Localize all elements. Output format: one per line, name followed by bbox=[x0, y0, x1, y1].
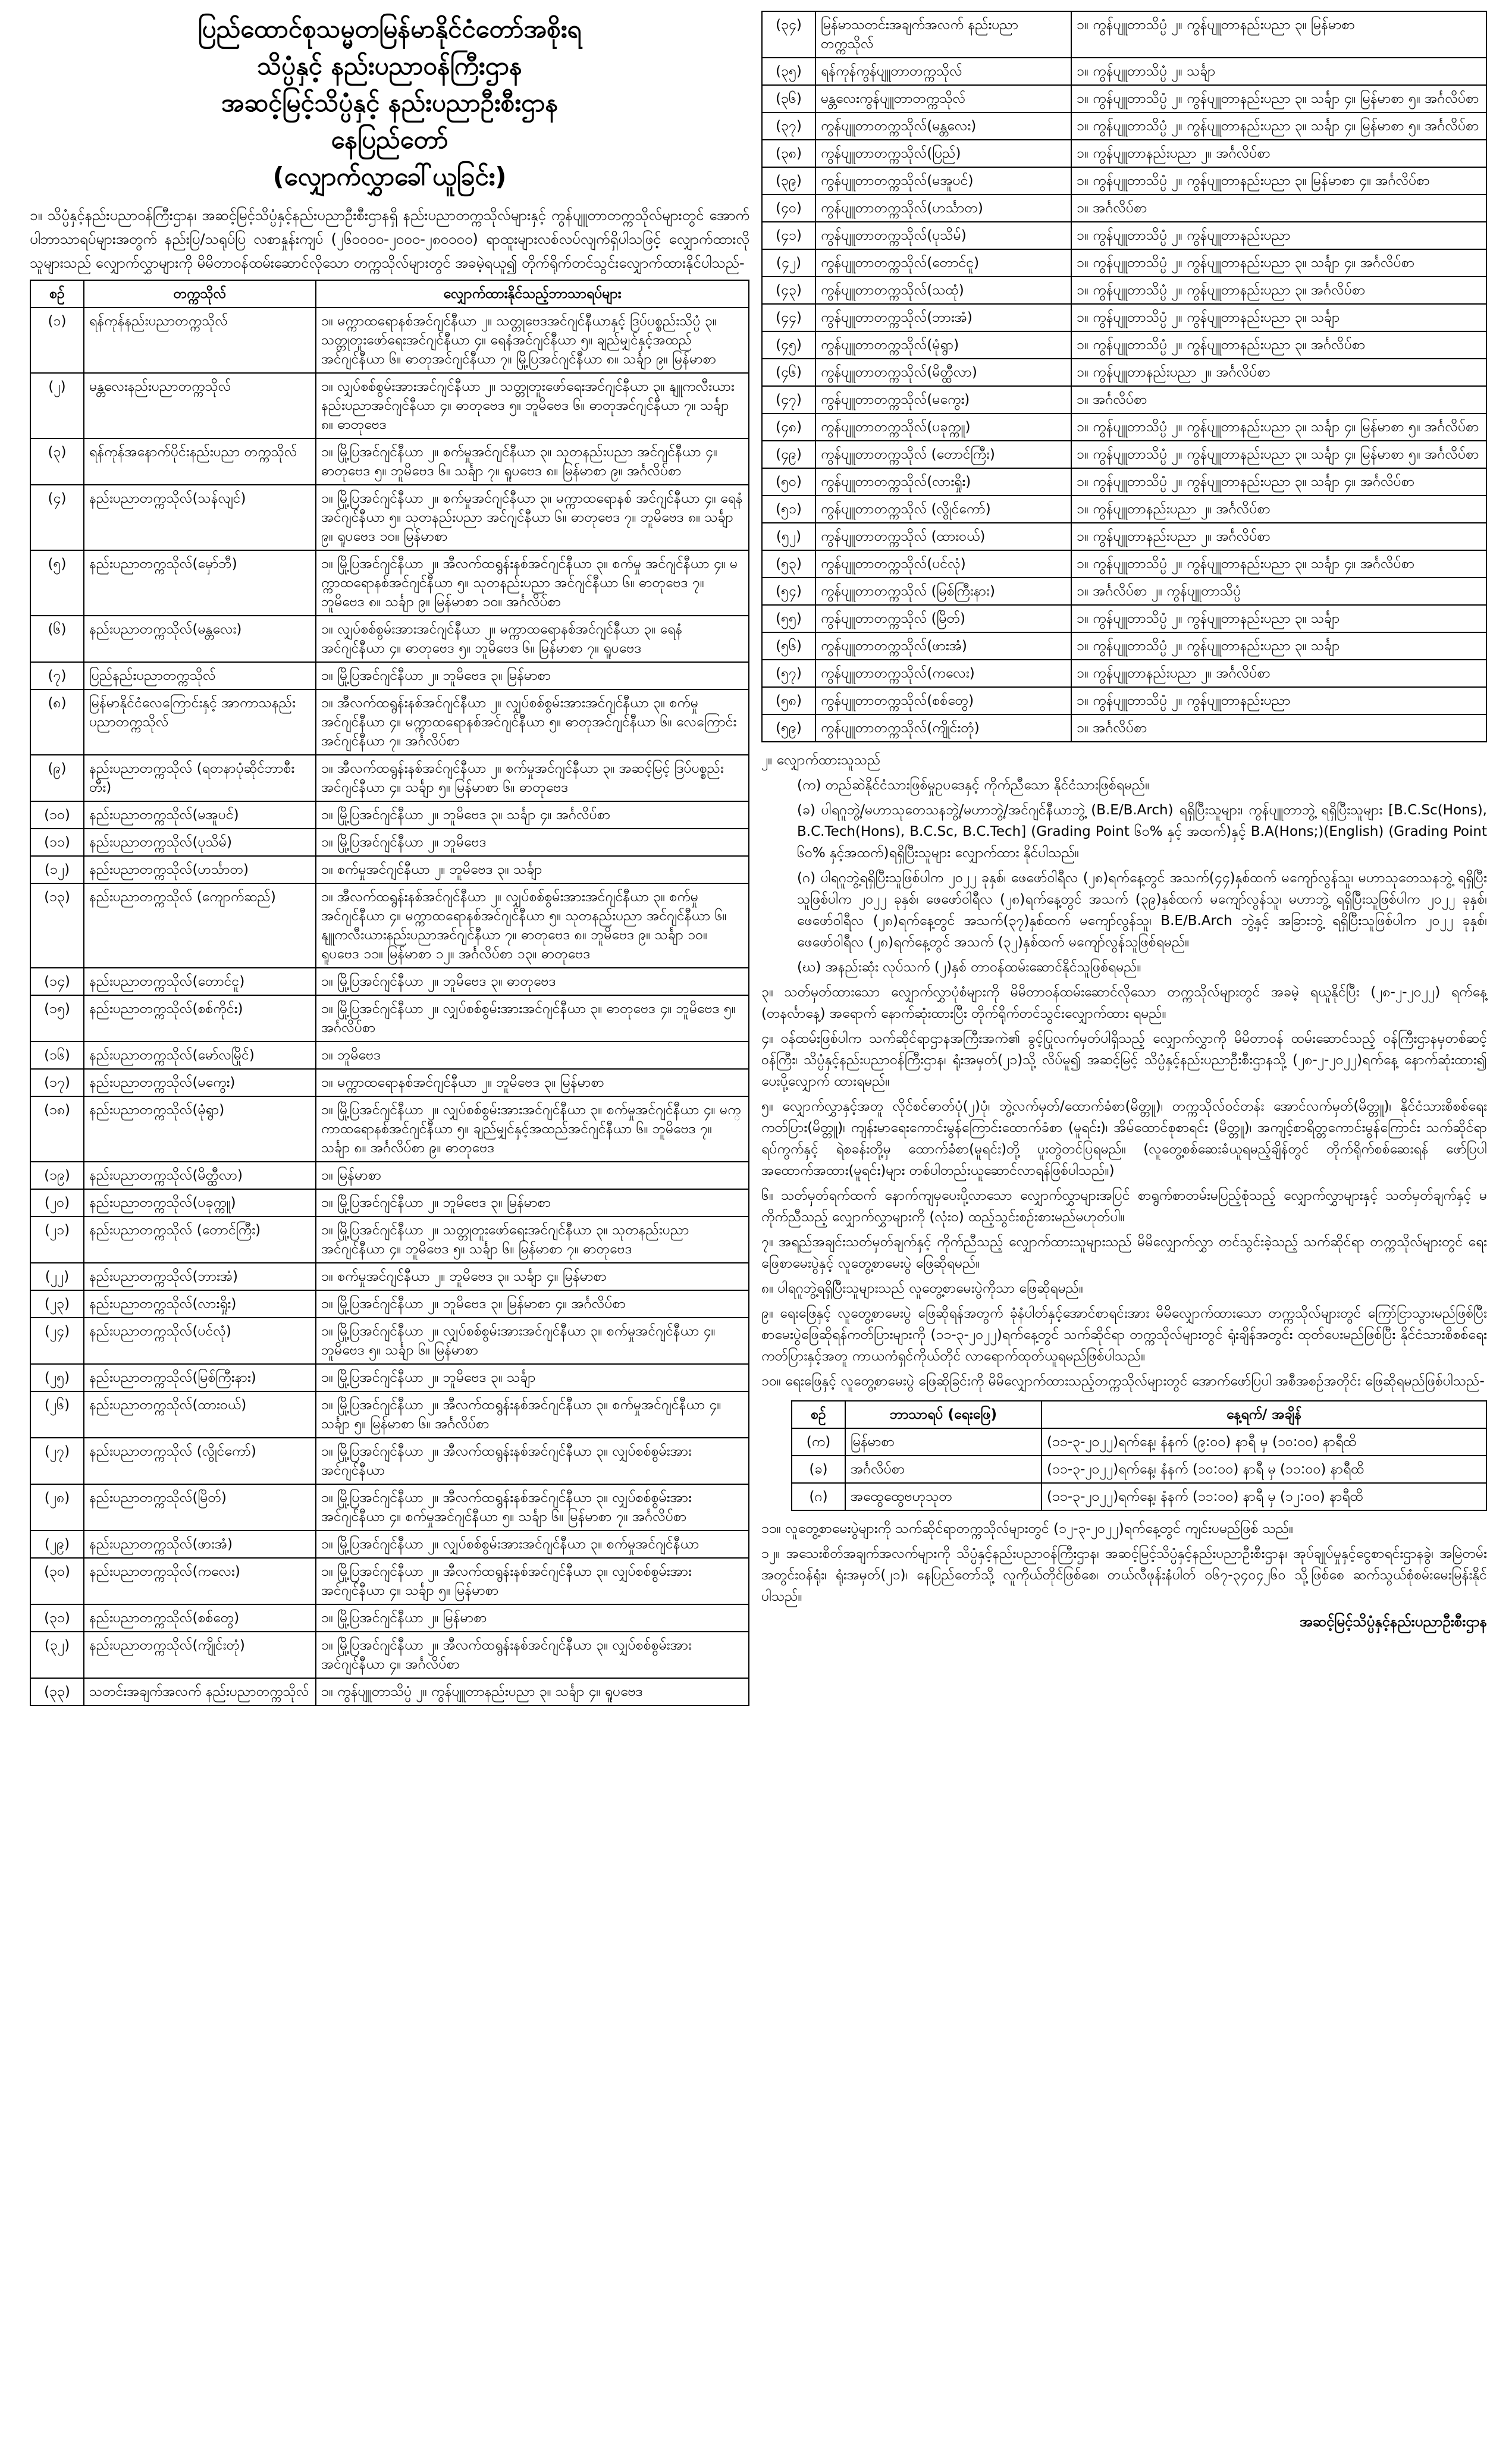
row-number: (၄၆) bbox=[762, 359, 815, 386]
row-number: (၅၁) bbox=[762, 496, 815, 523]
row-number: (၂၅) bbox=[30, 1364, 84, 1391]
row-number: (၃၆) bbox=[762, 85, 815, 112]
table-row bbox=[762, 468, 1486, 496]
university-name: နည်းပညာတက္ကသိုလ်(စစ်ကိုင်း) bbox=[84, 995, 316, 1042]
table-row bbox=[30, 1531, 749, 1558]
table-row bbox=[762, 714, 1486, 742]
subject-list: ၁။ မြို့ပြအင်ဂျင်နီယာ ၂။ ဘူမိဗေဒ ၃။ မြန်မာစာ bbox=[316, 662, 749, 689]
university-name: နည်းပညာတက္ကသိုလ်(မော်လမြိုင်) bbox=[84, 1042, 316, 1069]
schedule-subject: အထွေထွေဗဟုသုတ bbox=[845, 1483, 1042, 1510]
row-number: (၃၉) bbox=[762, 167, 815, 195]
table-row bbox=[30, 1678, 749, 1705]
table-row bbox=[762, 496, 1486, 523]
row-number: (၃၄) bbox=[762, 11, 815, 58]
table-row bbox=[30, 1318, 749, 1364]
row-number: (၁၂) bbox=[30, 856, 84, 883]
table-row bbox=[762, 112, 1486, 140]
header-line-location: နေပြည်တော် bbox=[331, 125, 448, 154]
table-row bbox=[30, 1042, 749, 1069]
row-number: (၂၈) bbox=[30, 1484, 84, 1531]
university-name: မြန်မာနိုင်ငံလေကြောင်းနှင့် အာကာသနည်းပညာတက္ကသိုလ် bbox=[84, 689, 316, 755]
note-5: ၅။ လျှောက်လွှာနှင့်အတူ လိုင်စင်ဓာတ်ပုံ(၂)ပုံ၊ ဘွဲ့လက်မှတ်/ထောက်ခံစာ(မိတ္တူ)၊ တက္ကသိုလ်ဝင်တန်း အောင်လက်မှတ်(မိတ္တူ)၊ နိုင်ငံသားစိစစ်ရေးကတ်ပြား(မိတ္တူ)၊ ကျန်းမာရေးကောင်းမွန်ကြောင်းထောက်ခံစာ (မူရင်း)၊ အိမ်ထောင်စုစာရင်း (မိတ္တူ)၊ အကျင့်စာရိတ္တကောင်းမွန်ကြောင်း သက်ဆိုင်ရာရပ်ကွက်နှင့် ရဲစခန်းတို့မှ ထောက်ခံစာ(မူရင်း)တို့ ပူးတွဲတင်ပြရမည်။ (လူတွေ့စစ်ဆေးခံယူရမည့်ချိန်တွင် တိုက်ရိုက်စစ်ဆေးရန် ဖော်ပြပါ အထောက်အထား(မူရင်း)များ တစ်ပါတည်းယူဆောင်လာရန်ဖြစ်ပါသည်။) bbox=[761, 1099, 1487, 1178]
schedule-datetime: (၁၁-၃-၂၀၂၂)ရက်နေ့၊ နံနက် (၁၀:၀၀) နာရီ မှ (၁၁:၀၀) နာရီထိ bbox=[1042, 1456, 1486, 1483]
university-name: ကွန်ပျူတာတက္ကသိုလ်(ဖားအံ) bbox=[815, 632, 1071, 660]
vacancy-table-left bbox=[30, 280, 749, 1706]
left-column bbox=[30, 11, 749, 1706]
row-number: (၃၈) bbox=[762, 140, 815, 167]
university-name: နည်းပညာတက္ကသိုလ်(စစ်တွေ) bbox=[84, 1604, 316, 1632]
subject-list: ၁။ မြို့ပြအင်ဂျင်နီယာ ၂။ ဘူမိဗေဒ ၃။ မြန်မာစာ bbox=[316, 1189, 749, 1216]
table-row bbox=[30, 755, 749, 801]
schedule-datetime: (၁၁-၃-၂၀၂၂)ရက်နေ့၊ နံနက် (၉:၀၀) နာရီ မှ (၁၀:၀၀) နာရီထိ bbox=[1042, 1428, 1486, 1456]
note-8: ၈။ ပါရဂူဘွဲ့ရရှိပြီးသူများသည် လူတွေ့စာမေးပွဲကိုသာ ဖြေဆိုရမည်။ bbox=[761, 1281, 1083, 1296]
subject-list: ၁။ မြို့ပြအင်ဂျင်နီယာ ၂။ စက်မှုအင်ဂျင်နီယာ ၃။ မက္ကာထရောနစ် အင်ဂျင်နီယာ ၄။ ရေနံအင်ဂျင်နီယာ ၅။ သုတနည်းပညာ အင်ဂျင်နီယာ ၆။ ဓာတုဗေဒ ၇။ ဘူမိဗေဒ ၈။ သင်္ချာ ၉။ ရူပဗေဒ ၁၀။ မြန်မာစာ bbox=[316, 485, 749, 550]
row-number: (၃၁) bbox=[30, 1604, 84, 1632]
note-3: ၃။ သတ်မှတ်ထားသော လျှောက်လွှာပုံစံများကို မိမိတာဝန်ထမ်းဆောင်လိုသော တက္ကသိုလ်များတွင် အခမဲ့ ရယူနိုင်ပြီး (၂၈-၂-၂၀၂၂) ရက်နေ့ (တနင်္လာနေ့) အရောက် နောက်ဆုံးထားပြီး တိုက်ရိုက်တင်သွင်းလျှောက်ထား ရမည်။ bbox=[761, 984, 1487, 1021]
header-line-title: (လျှောက်လွှာခေါ်ယူခြင်း) bbox=[272, 162, 507, 191]
university-name: နည်းပညာတက္ကသိုလ်(ဘားအံ) bbox=[84, 1263, 316, 1290]
subject-list: ၁။ မြို့ပြအင်ဂျင်နီယာ ၂။ အီလက်ထရွန်းနစ်အင်ဂျင်နီယာ ၃။ လျှပ်စစ်စွမ်းအားအင်ဂျင်နီယာ ၄။ စက်မှုအင်ဂျင်နီယာ ၅။ သင်္ချာ ၆။ မြန်မာစာ ၇။ အင်္ဂလိပ်စာ bbox=[316, 1484, 749, 1531]
university-name: ကွန်ပျူတာတက္ကသိုလ်(မကွေး) bbox=[815, 386, 1071, 413]
university-name: ကွန်ပျူတာတက္ကသိုလ်(မုံရွာ) bbox=[815, 331, 1071, 359]
subject-list: ၁။ ကွန်ပျူတာသိပ္ပံ ၂။ ကွန်ပျူတာနည်းပညာ ၃။ မြန်မာစာ ၄။ အင်္ဂလိပ်စာ bbox=[1071, 167, 1486, 195]
row-number: (၅၈) bbox=[762, 687, 815, 714]
university-name: ရန်ကုန်ကွန်ပျူတာတက္ကသိုလ် bbox=[815, 58, 1071, 85]
row-number: (၄) bbox=[30, 485, 84, 550]
row-number: (၅၉) bbox=[762, 714, 815, 742]
row-number: (၁၅) bbox=[30, 995, 84, 1042]
university-name: မြန်မာသတင်းအချက်အလက် နည်းပညာတက္ကသိုလ် bbox=[815, 11, 1071, 58]
university-name: ကွန်ပျူတာတက္ကသိုလ် (မြိတ်) bbox=[815, 605, 1071, 632]
row-number: (၂၀) bbox=[30, 1189, 84, 1216]
schedule-row bbox=[792, 1428, 1486, 1456]
university-name: နည်းပညာတက္ကသိုလ်(မှော်ဘီ) bbox=[84, 550, 316, 616]
subject-list: ၁။ ကွန်ပျူတာသိပ္ပံ ၂။ ကွန်ပျူတာနည်းပညာ bbox=[1071, 687, 1486, 714]
row-number: (၃၃) bbox=[30, 1678, 84, 1705]
subject-list: ၁။ မြို့ပြအင်ဂျင်နီယာ ၂။ လျှပ်စစ်စွမ်းအားအင်ဂျင်နီယာ ၃။ စက်မှုအင်ဂျင်နီယာ bbox=[316, 1531, 749, 1558]
subject-list: ၁။ အီလက်ထရွန်းနစ်အင်ဂျင်နီယာ ၂။ လျှပ်စစ်စွမ်းအားအင်ဂျင်နီယာ ၃။ စက်မှုအင်ဂျင်နီယာ ၄။ မက္ကာထရောနစ်အင်ဂျင်နီယာ ၅။ သုတနည်းပညာ အင်ဂျင်နီယာ ၆။ နျူကလီးယားနည်းပညာအင်ဂျင်နီယာ ၇။ ဓာတုဗေဒ ၈။ ဘူမိဗေဒ ၉။ သင်္ချာ ၁၀။ ရူပဗေဒ ၁၁။ မြန်မာစာ ၁၂။ အင်္ဂလိပ်စာ ၁၃။ ဓာတုဗေဒ bbox=[316, 883, 749, 968]
university-name: ကွန်ပျူတာတက္ကသိုလ်(ကျိုင်းတုံ) bbox=[815, 714, 1071, 742]
schedule-no: (ခ) bbox=[792, 1456, 845, 1483]
header-no: စဉ် bbox=[30, 280, 84, 308]
subject-list: ၁။ ကွန်ပျူတာသိပ္ပံ ၂။ ကွန်ပျူတာနည်းပညာ ၃။ အင်္ဂလိပ်စာ bbox=[1071, 277, 1486, 304]
university-name: နည်းပညာတက္ကသိုလ်(ပခုက္ကူ) bbox=[84, 1189, 316, 1216]
row-number: (၃၀) bbox=[30, 1558, 84, 1604]
university-name: နည်းပညာတက္ကသိုလ်(မိတ္ထီလာ) bbox=[84, 1162, 316, 1189]
university-name: နည်းပညာတက္ကသိုလ်(ဖားအံ) bbox=[84, 1531, 316, 1558]
table-row bbox=[30, 1189, 749, 1216]
schedule-datetime: (၁၁-၃-၂၀၂၂)ရက်နေ့၊ နံနက် (၁၁:၀၀) နာရီ မှ (၁၂:၀၀) နာရီထိ bbox=[1042, 1483, 1486, 1510]
table-row bbox=[762, 222, 1486, 249]
row-number: (၅၃) bbox=[762, 550, 815, 578]
subject-list: ၁။ မြို့ပြအင်ဂျင်နီယာ ၂။ အီလက်ထရွန်းနစ်အင်ဂျင်နီယာ ၃။ လျှပ်စစ်စွမ်းအားအင်ဂျင်နီယာ ၄။ အင်္ဂလိပ်စာ bbox=[316, 1632, 749, 1678]
subject-list: ၁။ စက်မှုအင်ဂျင်နီယာ ၂။ ဘူမိဗေဒ ၃။ သင်္ချာ ၄။ မြန်မာစာ bbox=[316, 1263, 749, 1290]
university-name: ကွန်ပျူတာတက္ကသိုလ်(လားရှိုး) bbox=[815, 468, 1071, 496]
vacancy-table-right bbox=[761, 11, 1487, 742]
table-row bbox=[762, 413, 1486, 441]
row-number: (၅) bbox=[30, 550, 84, 616]
university-name: ကွန်ပျူတာတက္ကသိုလ်(ဟင်္သာတ) bbox=[815, 195, 1071, 222]
row-number: (၁၁) bbox=[30, 829, 84, 856]
table-row bbox=[762, 85, 1486, 112]
table-row bbox=[30, 1364, 749, 1391]
header-line-government: ပြည်ထောင်စုသမ္မတမြန်မာနိုင်ငံတော်အစိုးရ bbox=[197, 14, 582, 43]
subject-list: ၁။ ကွန်ပျူတာသိပ္ပံ ၂။ ကွန်ပျူတာနည်းပညာ ၃။ သင်္ချာ ၄။ အင်္ဂလိပ်စာ bbox=[1071, 468, 1486, 496]
row-number: (၂) bbox=[30, 373, 84, 438]
table-row bbox=[30, 968, 749, 995]
table-row bbox=[762, 687, 1486, 714]
subject-list: ၁။ အင်္ဂလိပ်စာ bbox=[1071, 386, 1486, 413]
note-7: ၇။ အရည်အချင်းသတ်မှတ်ချက်နှင့် ကိုက်ညီသည့် လျှောက်ထားသူများသည် မိမိလျှောက်လွှာ တင်သွင်းခဲ့သည့် သက်ဆိုင်ရာ တက္ကသိုလ်များတွင် ရေးဖြေစာမေးပွဲနှင့် လူတွေ့စာမေးပွဲ ဖြေဆိုရမည်။ bbox=[761, 1234, 1487, 1271]
row-number: (၁၀) bbox=[30, 801, 84, 829]
table-row bbox=[762, 359, 1486, 386]
university-name: နည်းပညာတက္ကသိုလ်(မကွေး) bbox=[84, 1069, 316, 1096]
subject-list: ၁။ ကွန်ပျူတာသိပ္ပံ ၂။ ကွန်ပျူတာနည်းပညာ ၃။ အင်္ဂလိပ်စာ bbox=[1071, 331, 1486, 359]
university-name: နည်းပညာတက္ကသိုလ်(မအူပင်) bbox=[84, 801, 316, 829]
table-row bbox=[762, 331, 1486, 359]
table-row bbox=[762, 441, 1486, 468]
university-name: ကွန်ပျူတာတက္ကသိုလ်(ပြည်) bbox=[815, 140, 1071, 167]
right-column bbox=[761, 11, 1487, 1633]
row-number: (၅၄) bbox=[762, 578, 815, 605]
table-row bbox=[30, 1162, 749, 1189]
row-number: (၄၉) bbox=[762, 441, 815, 468]
table-row bbox=[30, 995, 749, 1042]
table-row bbox=[762, 605, 1486, 632]
university-name: ကွန်ပျူတာတက္ကသိုလ်(တောင်ငူ) bbox=[815, 249, 1071, 277]
table-row bbox=[30, 689, 749, 755]
subject-list: ၁။ မြို့ပြအင်ဂျင်နီယာ ၂။ ဘူမိဗေဒ bbox=[316, 829, 749, 856]
notes-section bbox=[761, 750, 1487, 1392]
table-row bbox=[762, 550, 1486, 578]
subject-list: ၁။ မြို့ပြအင်ဂျင်နီယာ ၂။ အီလက်ထရွန်းနစ်အင်ဂျင်နီယာ ၃။ လျှပ်စစ်စွမ်းအားအင်ဂျင်နီယာ ၄။ သင်္ချာ ၅။ မြန်မာစာ bbox=[316, 1558, 749, 1604]
row-number: (၂၃) bbox=[30, 1290, 84, 1318]
row-number: (၄၀) bbox=[762, 195, 815, 222]
university-name: နည်းပညာတက္ကသိုလ်(ပုသိမ်) bbox=[84, 829, 316, 856]
table-row bbox=[762, 140, 1486, 167]
schedule-header-subject: ဘာသာရပ် (ရေးဖြေ) bbox=[845, 1401, 1042, 1428]
notice-header bbox=[30, 11, 749, 195]
subject-list: ၁။ ကွန်ပျူတာသိပ္ပံ ၂။ ကွန်ပျူတာနည်းပညာ ၃။ သင်္ချာ ၄။ အင်္ဂလိပ်စာ bbox=[1071, 249, 1486, 277]
note-2-gha: (ဃ) အနည်းဆုံး လုပ်သက် (၂)နှစ် တာဝန်ထမ်းဆောင်နိုင်သူဖြစ်ရမည်။ bbox=[797, 960, 1141, 975]
row-number: (၂၂) bbox=[30, 1263, 84, 1290]
note-11: ၁၁။ လူတွေ့စာမေးပွဲများကို သက်ဆိုင်ရာတက္ကသိုလ်များတွင် (၁၂-၃-၂၀၂၂)ရက်နေ့တွင် ကျင်းပမည်ဖြစ် သည်။ bbox=[761, 1521, 1294, 1537]
subject-list: ၁။ မြို့ပြအင်ဂျင်နီယာ ၂။ ဘူမိဗေဒ ၃။ မြန်မာစာ ၄။ အင်္ဂလိပ်စာ bbox=[316, 1290, 749, 1318]
university-name: ကွန်ပျူတာတက္ကသိုလ် (တောင်ကြီး) bbox=[815, 441, 1071, 468]
vacancy-rows-left bbox=[30, 308, 749, 1705]
row-number: (၃) bbox=[30, 438, 84, 485]
table-row bbox=[30, 662, 749, 689]
university-name: ကွန်ပျူတာတက္ကသိုလ်(မန္တလေး) bbox=[815, 112, 1071, 140]
table-row bbox=[30, 856, 749, 883]
university-name: ရန်ကုန်နည်းပညာတက္ကသိုလ် bbox=[84, 308, 316, 373]
table-row bbox=[30, 373, 749, 438]
row-number: (၅၂) bbox=[762, 523, 815, 550]
header-university: တက္ကသိုလ် bbox=[84, 280, 316, 308]
university-name: ကွန်ပျူတာတက္ကသိုလ်(ကလေး) bbox=[815, 660, 1071, 687]
header-subjects: လျှောက်ထားနိုင်သည့်ဘာသာရပ်များ bbox=[316, 280, 749, 308]
schedule-subject: အင်္ဂလိပ်စာ bbox=[845, 1456, 1042, 1483]
subject-list: ၁။ မြို့ပြအင်ဂျင်နီယာ ၂။ စက်မှုအင်ဂျင်နီယာ ၃။ သုတနည်းပညာ အင်ဂျင်နီယာ ၄။ ဓာတုဗေဒ ၅။ ဘူမိဗေဒ ၆။ သင်္ချာ ၇။ ရူပဗေဒ ၈။ မြန်မာစာ ၉။ အင်္ဂလိပ်စာ bbox=[316, 438, 749, 485]
row-number: (၄၈) bbox=[762, 413, 815, 441]
row-number: (၂၇) bbox=[30, 1438, 84, 1484]
row-number: (၄၅) bbox=[762, 331, 815, 359]
note-6: ၆။ သတ်မှတ်ရက်ထက် နောက်ကျမှပေးပို့လာသော လျှောက်လွှာများအပြင် စာရွက်စာတမ်းမပြည့်စုံသည့် လျှောက်လွှာများနှင့် သတ်မှတ်ချက်နှင့် မကိုက်ညီသည့် လျှောက်လွှာများကို (လုံးဝ) ထည့်သွင်းစဉ်းစားမည်မဟုတ်ပါ။ bbox=[761, 1188, 1487, 1225]
table-row bbox=[762, 632, 1486, 660]
university-name: နည်းပညာတက္ကသိုလ်(မန္တလေး) bbox=[84, 616, 316, 662]
university-name: ကွန်ပျူတာတက္ကသိုလ်(ဘားအံ) bbox=[815, 304, 1071, 331]
university-name: ကွန်ပျူတာတက္ကသိုလ်(ပုသိမ်) bbox=[815, 222, 1071, 249]
row-number: (၁၆) bbox=[30, 1042, 84, 1069]
schedule-row bbox=[792, 1456, 1486, 1483]
subject-list: ၁။ ကွန်ပျူတာနည်းပညာ ၂။ အင်္ဂလိပ်စာ bbox=[1071, 140, 1486, 167]
row-number: (၁၃) bbox=[30, 883, 84, 968]
subject-list: ၁။ မြို့ပြအင်ဂျင်နီယာ ၂။ ဘူမိဗေဒ ၃။ ဓာတုဗေဒ bbox=[316, 968, 749, 995]
university-name: ရန်ကုန်အနောက်ပိုင်းနည်းပညာ တက္ကသိုလ် bbox=[84, 438, 316, 485]
table-row bbox=[30, 1096, 749, 1162]
row-number: (၅၆) bbox=[762, 632, 815, 660]
table-row bbox=[30, 1290, 749, 1318]
schedule-no: (က) bbox=[792, 1428, 845, 1456]
university-name: မန္တလေးနည်းပညာတက္ကသိုလ် bbox=[84, 373, 316, 438]
subject-list: ၁။ ကွန်ပျူတာနည်းပညာ ၂။ အင်္ဂလိပ်စာ bbox=[1071, 359, 1486, 386]
university-name: နည်းပညာတက္ကသိုလ်(ဟင်္သာတ) bbox=[84, 856, 316, 883]
university-name: ကွန်ပျူတာတက္ကသိုလ် (လွိုင်ကော်) bbox=[815, 496, 1071, 523]
row-number: (၃၅) bbox=[762, 58, 815, 85]
table-header-row bbox=[30, 280, 749, 308]
subject-list: ၁။ စက်မှုအင်ဂျင်နီယာ ၂။ ဘူမိဗေဒ ၃။ သင်္ချာ bbox=[316, 856, 749, 883]
table-row bbox=[762, 195, 1486, 222]
university-name: နည်းပညာတက္ကသိုလ်(ကလေး) bbox=[84, 1558, 316, 1604]
university-name: သတင်းအချက်အလက် နည်းပညာတက္ကသိုလ် bbox=[84, 1678, 316, 1705]
subject-list: ၁။ အင်္ဂလိပ်စာ bbox=[1071, 195, 1486, 222]
row-number: (၂၉) bbox=[30, 1531, 84, 1558]
subject-list: ၁။ အီလက်ထရွန်းနစ်အင်ဂျင်နီယာ ၂။ စက်မှုအင်ဂျင်နီယာ ၃။ အဆင့်မြင့် ဒြပ်ပစ္စည်းအင်ဂျင်နီယာ ၄။ သင်္ချာ ၅။ မြန်မာစာ ၆။ ဓာတုဗေဒ bbox=[316, 755, 749, 801]
schedule-header-no: စဉ် bbox=[792, 1401, 845, 1428]
subject-list: ၁။ မြို့ပြအင်ဂျင်နီယာ ၂။ သတ္တုတူးဖော်ရေးအင်ဂျင်နီယာ ၃။ သုတနည်းပညာအင်ဂျင်နီယာ ၄။ ဘူမိဗေဒ ၅။ သင်္ချာ ၆။ မြန်မာစာ ၇။ ဓာတုဗေဒ bbox=[316, 1216, 749, 1263]
row-number: (၂၆) bbox=[30, 1391, 84, 1438]
vacancy-rows-right bbox=[762, 11, 1486, 742]
schedule-row bbox=[792, 1483, 1486, 1510]
intro-paragraph: ၁။ သိပ္ပံနှင့်နည်းပညာဝန်ကြီးဌာန၊ အဆင့်မြင့်သိပ္ပံနှင့်နည်းပညာဦးစီးဌာနရှိ နည်းပညာတက္ကသိုလ်များနှင့် ကွန်ပျူတာတက္ကသိုလ်များတွင် အောက်ပါဘာသာရပ်များအတွက် နည်းပြ/သရုပ်ပြ လစာနှုန်းကျပ် (၂၆၀၀၀၀-၂၀၀၀-၂၈၀၀၀၀) ရာထူးများလစ်လပ်လျက်ရှိပါသဖြင့် လျှောက်ထားလိုသူများသည် လျှောက်လွှာများကို မိမိတာဝန်ထမ်းဆောင်လိုသော တက္ကသိုလ်များတွင် အခမဲ့ရယူ၍ တိုက်ရိုက်တင်သွင်းလျှောက်ထားနိုင်ပါသည်- bbox=[30, 207, 749, 271]
subject-list: ၁။ ကွန်ပျူတာနည်းပညာ ၂။ အင်္ဂလိပ်စာ bbox=[1071, 523, 1486, 550]
subject-list: ၁။ မက္ကာထရောနစ်အင်ဂျင်နီယာ ၂။ ဘူမိဗေဒ ၃။ မြန်မာစာ bbox=[316, 1069, 749, 1096]
subject-list: ၁။ မြို့ပြအင်ဂျင်နီယာ ၂။ လျှပ်စစ်စွမ်းအားအင်ဂျင်နီယာ ၃။ စက်မှုအင်ဂျင်နီယာ ၄။ ဘူမိဗေဒ ၅။ သင်္ချာ ၆။ မြန်မာစာ bbox=[316, 1318, 749, 1364]
table-row bbox=[762, 277, 1486, 304]
header-line-ministry: သိပ္ပံနှင့် နည်းပညာဝန်ကြီးဌာန bbox=[257, 51, 522, 80]
university-name: နည်းပညာတက္ကသိုလ်(လားရှိုး) bbox=[84, 1290, 316, 1318]
subject-list: ၁။ ကွန်ပျူတာသိပ္ပံ ၂။ သင်္ချာ bbox=[1071, 58, 1486, 85]
row-number: (၄၁) bbox=[762, 222, 815, 249]
university-name: မန္တလေးကွန်ပျူတာတက္ကသိုလ် bbox=[815, 85, 1071, 112]
schedule-no: (ဂ) bbox=[792, 1483, 845, 1510]
row-number: (၅၀) bbox=[762, 468, 815, 496]
table-row bbox=[30, 1558, 749, 1604]
university-name: ကွန်ပျူတာတက္ကသိုလ်(မိတ္ထီလာ) bbox=[815, 359, 1071, 386]
row-number: (၅၇) bbox=[762, 660, 815, 687]
subject-list: ၁။ ကွန်ပျူတာသိပ္ပံ ၂။ ကွန်ပျူတာနည်းပညာ bbox=[1071, 222, 1486, 249]
table-row bbox=[30, 1216, 749, 1263]
row-number: (၁၉) bbox=[30, 1162, 84, 1189]
table-row bbox=[30, 308, 749, 373]
note-12: ၁၂။ အသေးစိတ်အချက်အလက်များကို သိပ္ပံနှင့်နည်းပညာဝန်ကြီးဌာန၊ အဆင့်မြင့်သိပ္ပံနှင့်နည်းပညာဦးစီးဌာန၊ အုပ်ချုပ်မှုနှင့်ငွေစာရင်းဌာနခွဲ၊ အမြဲတမ်းအတွင်းဝန်ရုံး၊ ရုံးအမှတ်(၂၁)၊ နေပြည်တော်သို့ လူကိုယ်တိုင်ဖြစ်စေ၊ တယ်လီဖုန်းနံပါတ် ၀၆၇-၃၄၀၄၂၆၀ သို့ဖြစ်စေ ဆက်သွယ်စုံစမ်းမေးမြန်းနိုင်ပါသည်။ bbox=[761, 1546, 1487, 1604]
note-10: ၁၀။ ရေးဖြေနှင့် လူတွေ့စာမေးပွဲ ဖြေဆိုခြင်းကို မိမိလျှောက်ထားသည့်တက္ကသိုလ်များတွင် အောက်ဖော်ပြပါ အစီအစဉ်အတိုင်း ဖြေဆိုရမည်ဖြစ်ပါသည်- bbox=[761, 1374, 1485, 1389]
table-row bbox=[30, 438, 749, 485]
exam-schedule-table bbox=[791, 1400, 1487, 1511]
university-name: ကွန်ပျူတာတက္ကသိုလ် (ထားဝယ်) bbox=[815, 523, 1071, 550]
table-row bbox=[762, 660, 1486, 687]
subject-list: ၁။ ကွန်ပျူတာနည်းပညာ ၂။ အင်္ဂလိပ်စာ bbox=[1071, 660, 1486, 687]
row-number: (၁၈) bbox=[30, 1096, 84, 1162]
subject-list: ၁။ လျှပ်စစ်စွမ်းအားအင်ဂျင်နီယာ ၂။ မက္ကာထရောနစ်အင်ဂျင်နီယာ ၃။ ရေနံအင်ဂျင်နီယာ ၄။ ဓာတုဗေဒ ၅။ ဘူမိဗေဒ ၆။ မြန်မာစာ ၇။ ရူပဗေဒ bbox=[316, 616, 749, 662]
university-name: ကွန်ပျူတာတက္ကသိုလ်(သထုံ) bbox=[815, 277, 1071, 304]
row-number: (၄၇) bbox=[762, 386, 815, 413]
university-name: နည်းပညာတက္ကသိုလ်(တောင်ငူ) bbox=[84, 968, 316, 995]
issuer-signature: အဆင့်မြင့်သိပ္ပံနှင့်နည်းပညာဦးစီးဌာန bbox=[1299, 1613, 1487, 1630]
subject-list: ၁။ မြို့ပြအင်ဂျင်နီယာ ၂။ အီလက်ထရွန်းနစ်အင်ဂျင်နီယာ ၃။ စက်မှု အင်ဂျင်နီယာ ၄။ မက္ကာထရောနစ်အင်ဂျင်နီယာ ၅။ သုတနည်းပညာ အင်ဂျင်နီယာ ၆။ ဓာတုဗေဒ ၇။ ဘူမိဗေဒ ၈။ သင်္ချာ ၉။ မြန်မာစာ ၁၀။ အင်္ဂလိပ်စာ bbox=[316, 550, 749, 616]
university-name: နည်းပညာတက္ကသိုလ်(ပင်လုံ) bbox=[84, 1318, 316, 1364]
row-number: (၅၅) bbox=[762, 605, 815, 632]
table-row bbox=[762, 249, 1486, 277]
university-name: နည်းပညာတက္ကသိုလ်(မုံရွာ) bbox=[84, 1096, 316, 1162]
subject-list: ၁။ မြို့ပြအင်ဂျင်နီယာ ၂။ မြန်မာစာ bbox=[316, 1604, 749, 1632]
table-row bbox=[30, 1263, 749, 1290]
row-number: (၄၄) bbox=[762, 304, 815, 331]
schedule-header-row bbox=[792, 1401, 1486, 1428]
subject-list: ၁။ အင်္ဂလိပ်စာ ၂။ ကွန်ပျူတာသိပ္ပံ bbox=[1071, 578, 1486, 605]
table-row bbox=[30, 1632, 749, 1678]
university-name: ကွန်ပျူတာတက္ကသိုလ်(စစ်တွေ) bbox=[815, 687, 1071, 714]
subject-list: ၁။ မက္ကာထရောနစ်အင်ဂျင်နီယာ ၂။ သတ္တုဗေဒအင်ဂျင်နီယာနှင့် ဒြပ်ပစ္စည်းသိပ္ပံ ၃။ သတ္တုတူးဖော်ရေးအင်ဂျင်နီယာ ၄။ ရေနံအင်ဂျင်နီယာ ၅။ ချည်မျှင်နှင့်အထည် အင်ဂျင်နီယာ ၆။ ဓာတုအင်ဂျင်နီယာ ၇။ မြို့ပြအင်ဂျင်နီယာ ၈။ သင်္ချာ ၉။ မြန်မာစာ bbox=[316, 308, 749, 373]
subject-list: ၁။ ကွန်ပျူတာသိပ္ပံ ၂။ ကွန်ပျူတာနည်းပညာ ၃။ သင်္ချာ ၄။ မြန်မာစာ ၅။ အင်္ဂလိပ်စာ bbox=[1071, 441, 1486, 468]
subject-list: ၁။ မြို့ပြအင်ဂျင်နီယာ ၂။ ဘူမိဗေဒ ၃။ သင်္ချာ bbox=[316, 1364, 749, 1391]
row-number: (၁) bbox=[30, 308, 84, 373]
row-number: (၃၂) bbox=[30, 1632, 84, 1678]
university-name: နည်းပညာတက္ကသိုလ်(သန်လျင်) bbox=[84, 485, 316, 550]
row-number: (၆) bbox=[30, 616, 84, 662]
subject-list: ၁။ ကွန်ပျူတာသိပ္ပံ ၂။ ကွန်ပျူတာနည်းပညာ ၃။ သင်္ချာ bbox=[1071, 632, 1486, 660]
schedule-header-datetime: နေ့ရက်/ အချိန် bbox=[1042, 1401, 1486, 1428]
subject-list: ၁။ ကွန်ပျူတာသိပ္ပံ ၂။ ကွန်ပျူတာနည်းပညာ ၃။ သင်္ချာ bbox=[1071, 304, 1486, 331]
row-number: (၇) bbox=[30, 662, 84, 689]
subject-list: ၁။ ကွန်ပျူတာသိပ္ပံ ၂။ ကွန်ပျူတာနည်းပညာ ၃။ သင်္ချာ ၄။ အင်္ဂလိပ်စာ bbox=[1071, 550, 1486, 578]
note-2-ka: (က) တည်ဆဲနိုင်ငံသားဖြစ်မှုဥပဒေနှင့် ကိုက်ညီသော နိုင်ငံသားဖြစ်ရမည်။ bbox=[797, 777, 1150, 793]
table-row bbox=[762, 11, 1486, 58]
header-line-department: အဆင့်မြင့်သိပ္ပံနှင့် နည်းပညာဦးစီးဌာန bbox=[221, 88, 559, 117]
table-row bbox=[30, 1438, 749, 1484]
table-row bbox=[30, 1484, 749, 1531]
notes-section-end bbox=[761, 1518, 1487, 1607]
table-row bbox=[30, 1391, 749, 1438]
table-row bbox=[762, 523, 1486, 550]
university-name: နည်းပညာတက္ကသိုလ်(မြစ်ကြီးနား) bbox=[84, 1364, 316, 1391]
row-number: (၂၁) bbox=[30, 1216, 84, 1263]
subject-list: ၁။ မြို့ပြအင်ဂျင်နီယာ ၂။ ဘူမိဗေဒ ၃။ သင်္ချာ ၄။ အင်္ဂလိပ်စာ bbox=[316, 801, 749, 829]
university-name: နည်းပညာတက္ကသိုလ်(ကျိုင်းတုံ) bbox=[84, 1632, 316, 1678]
row-number: (၁၇) bbox=[30, 1069, 84, 1096]
table-row bbox=[30, 1069, 749, 1096]
note-4: ၄။ ဝန်ထမ်းဖြစ်ပါက သက်ဆိုင်ရာဌာနအကြီးအကဲ၏ ခွင့်ပြုလက်မှတ်ပါရှိသည့် လျှောက်လွှာကို မိမိတာဝန် ထမ်းဆောင်သည့် ဝန်ကြီးဌာနမှတစ်ဆင့် ဝန်ကြီး၊ သိပ္ပံနှင့်နည်းပညာဝန်ကြီးဌာန၊ ရုံးအမှတ်(၂၁)သို့ လိပ်မူ၍ အဆင့်မြင့် သိပ္ပံနှင့်နည်းပညာဦးစီးဌာနသို့ (၂၈-၂-၂၀၂၂)ရက်နေ့ နောက်ဆုံးထား၍ ပေးပို့လျှောက် ထားရမည်။ bbox=[761, 1031, 1487, 1089]
subject-list: ၁။ ကွန်ပျူတာသိပ္ပံ ၂။ ကွန်ပျူတာနည်းပညာ ၃။ သင်္ချာ ၄။ မြန်မာစာ ၅။ အင်္ဂလိပ်စာ bbox=[1071, 112, 1486, 140]
row-number: (၈) bbox=[30, 689, 84, 755]
note-9: ၉။ ရေးဖြေနှင့် လူတွေ့စာမေးပွဲ ဖြေဆိုရန်အတွက် ခုံနံပါတ်နှင့်အောင်စာရင်းအား မိမိလျှောက်ထားသော တက္ကသိုလ်များတွင် ကြော်ငြာသွားမည်ဖြစ်ပြီး စာမေးပွဲဖြေဆိုရန်ကတ်ပြားများကို (၁၁-၃-၂၀၂၂)ရက်နေ့တွင် သက်ဆိုင်ရာ တက္ကသိုလ်များတွင် ရုံးချိန်အတွင်း ထုတ်ပေးမည်ဖြစ်ပြီး နိုင်ငံသားစိစစ်ရေးကတ်ပြားနှင့်အတူ ကာယကံရှင်ကိုယ်တိုင် လာရောက်ထုတ်ယူရမည်ဖြစ်ပါသည်။ bbox=[761, 1306, 1487, 1364]
university-name: ကွန်ပျူတာတက္ကသိုလ်(ပခုက္ကူ) bbox=[815, 413, 1071, 441]
row-number: (၉) bbox=[30, 755, 84, 801]
subject-list: ၁။ ဘူမိဗေဒ bbox=[316, 1042, 749, 1069]
note-2-title: ၂။ လျှောက်ထားသူသည် bbox=[761, 753, 881, 768]
table-row bbox=[762, 386, 1486, 413]
table-row bbox=[30, 829, 749, 856]
subject-list: ၁။ ကွန်ပျူတာသိပ္ပံ ၂။ ကွန်ပျူတာနည်းပညာ ၃။ သင်္ချာ bbox=[1071, 605, 1486, 632]
university-name: နည်းပညာတက္ကသိုလ် (လွိုင်ကော်) bbox=[84, 1438, 316, 1484]
table-row bbox=[762, 304, 1486, 331]
note-2-ga: (ဂ) ပါရဂူဘွဲ့ရရှိပြီးသူဖြစ်ပါက ၂၀၂၂ ခုနှစ်၊ ဖေဖော်ဝါရီလ (၂၈)ရက်နေ့တွင် အသက်(၄၄)နှစ်ထက် မကျော်လွန်သူ၊ မဟာသုတေသနဘွဲ့ ရရှိပြီးသူဖြစ်ပါက ၂၀၂၂ ခုနှစ်၊ ဖေဖော်ဝါရီလ (၂၈)ရက်နေ့တွင် အသက် (၃၉)နှစ်ထက် မကျော်လွန်သူ၊ မဟာဘွဲ့ ရရှိပြီးသူဖြစ်ပါက ၂၀၂၂ ခုနှစ်၊ ဖေဖော်ဝါရီလ (၂၈)ရက်နေ့တွင် အသက်(၃၇)နှစ်ထက် မကျော်လွန်သူ၊ B.E/B.Arch ဘွဲ့နှင့် အခြားဘွဲ့ ရရှိပြီးသူဖြစ်ပါက ၂၀၂၂ ခုနှစ်၊ ဖေဖော်ဝါရီလ (၂၈)ရက်နေ့တွင် အသက် (၃၂)နှစ်ထက် မကျော်လွန်သူဖြစ်ရမည်။ bbox=[797, 870, 1487, 950]
subject-list: ၁။ ကွန်ပျူတာနည်းပညာ ၂။ အင်္ဂလိပ်စာ bbox=[1071, 496, 1486, 523]
subject-list: ၁။ မြို့ပြအင်ဂျင်နီယာ ၂။ လျှပ်စစ်စွမ်းအားအင်ဂျင်နီယာ ၃။ စက်မှုအင်ဂျင်နီယာ ၄။ မက္ကာထရောနစ်အင်ဂျင်နီယာ ၅။ ချည်မျှင်နှင့်အထည်အင်ဂျင်နီယာ ၆။ ဘူမိဗေဒ ၇။ သင်္ချာ ၈။ အင်္ဂလိပ်စာ ၉။ ဓာတုဗေဒ bbox=[316, 1096, 749, 1162]
subject-list: ၁။ ကွန်ပျူတာသိပ္ပံ ၂။ ကွန်ပျူတာနည်းပညာ ၃။ သင်္ချာ ၄။ ရူပဗေဒ bbox=[316, 1678, 749, 1705]
subject-list: ၁။ ကွန်ပျူတာသိပ္ပံ ၂။ ကွန်ပျူတာနည်းပညာ ၃။ သင်္ချာ ၄။ မြန်မာစာ ၅။ အင်္ဂလိပ်စာ bbox=[1071, 413, 1486, 441]
table-row bbox=[30, 883, 749, 968]
table-row bbox=[762, 58, 1486, 85]
subject-list: ၁။ မြို့ပြအင်ဂျင်နီယာ ၂။ လျှပ်စစ်စွမ်းအားအင်ဂျင်နီယာ ၃။ ဓာတုဗေဒ ၄။ ဘူမိဗေဒ ၅။ အင်္ဂလိပ်စာ bbox=[316, 995, 749, 1042]
subject-list: ၁။ လျှပ်စစ်စွမ်းအားအင်ဂျင်နီယာ ၂။ သတ္တုတူးဖော်ရေးအင်ဂျင်နီယာ ၃။ နျူကလီးယားနည်းပညာအင်ဂျင်နီယာ ၄။ ဓာတုဗေဒ ၅။ ဘူမိဗေဒ ၆။ ဓာတုအင်ဂျင်နီယာ ၇။ သင်္ချာ ၈။ ဓာတုဗေဒ bbox=[316, 373, 749, 438]
subject-list: ၁။ ကွန်ပျူတာသိပ္ပံ ၂။ ကွန်ပျူတာနည်းပညာ ၃။ မြန်မာစာ bbox=[1071, 11, 1486, 58]
table-row bbox=[30, 550, 749, 616]
row-number: (၄၃) bbox=[762, 277, 815, 304]
university-name: နည်းပညာတက္ကသိုလ် (ရတနာပုံဆိုင်ဘာစီးတီး) bbox=[84, 755, 316, 801]
subject-list: ၁။ မြို့ပြအင်ဂျင်နီယာ ၂။ အီလက်ထရွန်းနစ်အင်ဂျင်နီယာ ၃။ စက်မှုအင်ဂျင်နီယာ ၄။ သင်္ချာ ၅။ မြန်မာစာ ၆။ အင်္ဂလိပ်စာ bbox=[316, 1391, 749, 1438]
table-row bbox=[30, 1604, 749, 1632]
subject-list: ၁။ မြန်မာစာ bbox=[316, 1162, 749, 1189]
subject-list: ၁။ ကွန်ပျူတာသိပ္ပံ ၂။ ကွန်ပျူတာနည်းပညာ ၃။ သင်္ချာ ၄။ မြန်မာစာ ၅။ အင်္ဂလိပ်စာ bbox=[1071, 85, 1486, 112]
table-row bbox=[30, 801, 749, 829]
university-name: ကွန်ပျူတာတက္ကသိုလ်(ပင်လုံ) bbox=[815, 550, 1071, 578]
table-row bbox=[762, 167, 1486, 195]
row-number: (၄၂) bbox=[762, 249, 815, 277]
university-name: ပြည်နည်းပညာတက္ကသိုလ် bbox=[84, 662, 316, 689]
note-2-kha: (ခ) ပါရဂူဘွဲ့/မဟာသုတေသနဘွဲ့/မဟာဘွဲ့/အင်ဂျင်နီယာဘွဲ့ (B.E/B.Arch) ရရှိပြီးသူများ၊ ကွန်ပျူတာဘွဲ့ ရရှိပြီးသူများ [B.C.Sc(Hons), B.C.Tech(Hons), B.C.Sc, B.C.Tech] (Grading Point ၆၀% နှင့် အထက်)နှင့် B.A(Hons;)(English) (Grading Point ၆၀% နှင့်အထက်)ရရှိပြီးသူများ လျှောက်ထား နိုင်ပါသည်။ bbox=[797, 802, 1487, 861]
table-row bbox=[762, 578, 1486, 605]
university-name: နည်းပညာတက္ကသိုလ် (ကျောက်ဆည်) bbox=[84, 883, 316, 968]
university-name: ကွန်ပျူတာတက္ကသိုလ်(မအူပင်) bbox=[815, 167, 1071, 195]
row-number: (၂၄) bbox=[30, 1318, 84, 1364]
subject-list: ၁။ အီလက်ထရွန်းနစ်အင်ဂျင်နီယာ ၂။ လျှပ်စစ်စွမ်းအားအင်ဂျင်နီယာ ၃။ စက်မှုအင်ဂျင်နီယာ ၄။ မက္ကာထရောနစ်အင်ဂျင်နီယာ ၅။ ဓာတုအင်ဂျင်နီယာ ၆။ လေကြောင်းအင်ဂျင်နီယာ ၇။ အင်္ဂလိပ်စာ bbox=[316, 689, 749, 755]
row-number: (၃၇) bbox=[762, 112, 815, 140]
table-row bbox=[30, 616, 749, 662]
university-name: ကွန်ပျူတာတက္ကသိုလ် (မြစ်ကြီးနား) bbox=[815, 578, 1071, 605]
university-name: နည်းပညာတက္ကသိုလ် (တောင်ကြီး) bbox=[84, 1216, 316, 1263]
schedule-subject: မြန်မာစာ bbox=[845, 1428, 1042, 1456]
university-name: နည်းပညာတက္ကသိုလ်(ထားဝယ်) bbox=[84, 1391, 316, 1438]
row-number: (၁၄) bbox=[30, 968, 84, 995]
university-name: နည်းပညာတက္ကသိုလ်(မြိတ်) bbox=[84, 1484, 316, 1531]
table-row bbox=[30, 485, 749, 550]
subject-list: ၁။ မြို့ပြအင်ဂျင်နီယာ ၂။ အီလက်ထရွန်းနစ်အင်ဂျင်နီယာ ၃။ လျှပ်စစ်စွမ်းအားအင်ဂျင်နီယာ bbox=[316, 1438, 749, 1484]
subject-list: ၁။ အင်္ဂလိပ်စာ bbox=[1071, 714, 1486, 742]
